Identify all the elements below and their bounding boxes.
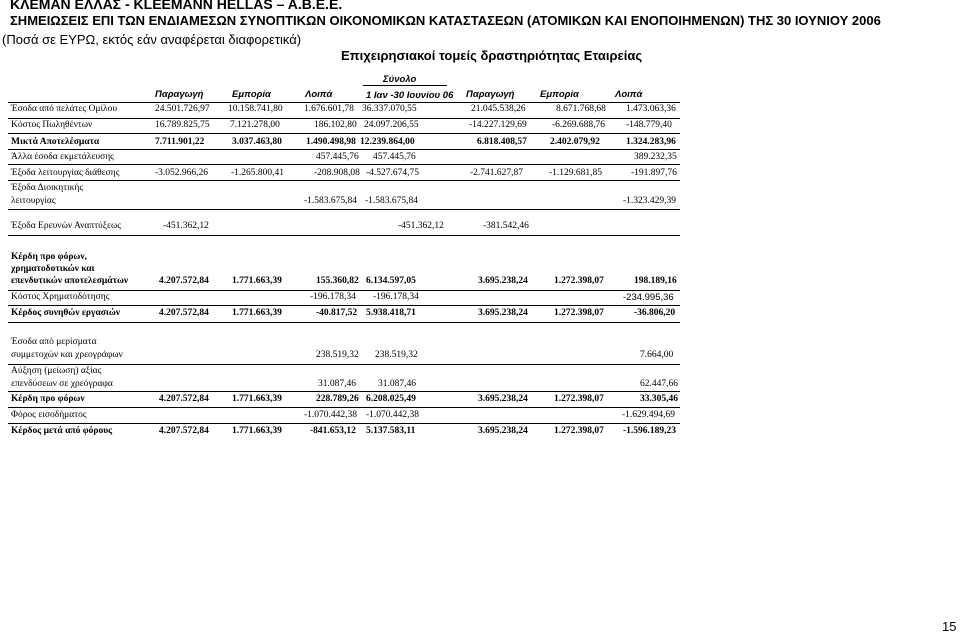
cell: 6.134.597,05 bbox=[366, 276, 416, 286]
cell: 1.676.601,78 bbox=[304, 104, 354, 114]
cell: 155.360,82 bbox=[316, 276, 359, 286]
row-label: Κέρδος μετά από φόρους bbox=[11, 426, 113, 436]
cell: 228.789,26 bbox=[316, 394, 359, 404]
row-divider bbox=[8, 133, 680, 134]
cell: 1.490.498,98 bbox=[306, 137, 356, 147]
cell: 5.137.583,11 bbox=[366, 426, 416, 436]
cell: 7.711.901,22 bbox=[155, 137, 205, 147]
cell: -451.362,12 bbox=[163, 221, 209, 231]
row-divider bbox=[8, 209, 680, 210]
row-label: Έξοδα Ερευνών Αναπτύξεως bbox=[11, 221, 121, 231]
cell: -196.178,34 bbox=[373, 292, 419, 302]
cell: -1.596.189,23 bbox=[623, 426, 677, 436]
cell: 33.305,46 bbox=[640, 394, 678, 404]
cell: 31.087,46 bbox=[318, 379, 356, 389]
row-divider bbox=[8, 180, 680, 181]
cell: 238.519,32 bbox=[375, 350, 418, 360]
cell: -191.897,76 bbox=[631, 168, 677, 178]
cell: 3.695.238,24 bbox=[478, 308, 528, 318]
row-label: επενδύσεων σε χρεόγραφα bbox=[11, 379, 113, 389]
cell: -1.583.675,84 bbox=[365, 196, 419, 206]
cell: 1.473.063,36 bbox=[626, 104, 676, 114]
cell: 8.671.768,68 bbox=[556, 104, 606, 114]
cell: -1.070.442,38 bbox=[366, 410, 420, 420]
row-label: Αύξηση (μείωση) αξίας bbox=[11, 366, 102, 376]
header-rule bbox=[8, 102, 680, 103]
row-label: Κέρδη προ φόρων bbox=[11, 394, 85, 404]
cell: 21.045.538,26 bbox=[471, 104, 526, 114]
row-label: Μικτά Αποτελέσματα bbox=[11, 137, 100, 147]
row-label: Φόρος εισοδήματος bbox=[11, 410, 87, 420]
cell: 3.695.238,24 bbox=[478, 394, 528, 404]
page-number: 15 bbox=[942, 619, 957, 634]
cell: 1.771.663,39 bbox=[232, 308, 282, 318]
row-label: Έξοδα Διοικητικής bbox=[11, 183, 84, 193]
col-other-2: Λοιπά bbox=[615, 89, 643, 100]
cell: 1.771.663,39 bbox=[232, 426, 282, 436]
col-total-top: Σύνολο bbox=[383, 74, 417, 85]
row-divider bbox=[8, 164, 680, 165]
cell: 457.445,76 bbox=[316, 152, 359, 162]
cell: 5.938.418,71 bbox=[366, 308, 416, 318]
cell: 31.087,46 bbox=[378, 379, 416, 389]
row-divider bbox=[8, 407, 680, 408]
cell: -208.908,08 bbox=[314, 168, 360, 178]
cell: 4.207.572,84 bbox=[159, 276, 209, 286]
cell: -148.779,40 bbox=[626, 120, 672, 130]
cell: 1.272.398,07 bbox=[554, 394, 604, 404]
cell: -451.362,12 bbox=[398, 221, 444, 231]
cell: -40.817,52 bbox=[316, 308, 358, 318]
cell: 62.447,66 bbox=[640, 379, 678, 389]
cell: 4.207.572,84 bbox=[159, 394, 209, 404]
col-production-2: Παραγωγή bbox=[466, 89, 515, 100]
row-divider bbox=[8, 391, 680, 392]
row-divider bbox=[8, 322, 680, 323]
cell: -1.583.675,84 bbox=[304, 196, 358, 206]
row-divider bbox=[8, 364, 680, 365]
row-divider bbox=[8, 118, 680, 119]
cell: -1.070.442,38 bbox=[304, 410, 358, 420]
cell: -1.129.681,85 bbox=[549, 168, 603, 178]
cell: 7.121.278,00 bbox=[230, 120, 280, 130]
row-label: επενδυτικών αποτελεσμάτων bbox=[11, 276, 129, 286]
col-trade-2: Εμπορία bbox=[540, 89, 579, 100]
col-other: Λοιπά bbox=[305, 89, 333, 100]
cell: -234.995,36 bbox=[623, 292, 674, 303]
cell: -14.227.129,69 bbox=[469, 120, 527, 130]
row-divider bbox=[8, 290, 680, 291]
row-label: χρηματοδοτικών και bbox=[11, 264, 95, 274]
col-total-period: 1 Ιαν -30 Ιουνίου 06 bbox=[366, 90, 454, 101]
cell: 6.208.025,49 bbox=[366, 394, 416, 404]
cell: 24.501.726,97 bbox=[155, 104, 210, 114]
col-production: Παραγωγή bbox=[155, 89, 204, 100]
section-title: Επιχειρησιακοί τομείς δραστηριότητας Εταιρείας bbox=[341, 48, 643, 63]
cell: -1.265.800,41 bbox=[231, 168, 285, 178]
row-label: Άλλα έσοδα εκμετάλευσης bbox=[11, 152, 114, 162]
cell: 1.272.398,07 bbox=[554, 426, 604, 436]
cell: 24.097.206,55 bbox=[364, 120, 419, 130]
row-label: Κόστος Χρηματοδότησης bbox=[11, 292, 110, 302]
cell: -4.527.674,75 bbox=[366, 168, 420, 178]
row-label: Έσοδα από μερίσματα bbox=[11, 337, 97, 347]
cell: 3.037.463,80 bbox=[232, 137, 282, 147]
row-divider bbox=[8, 149, 680, 150]
cell: 12.239.864,00 bbox=[360, 137, 415, 147]
cell: -1.629.494,69 bbox=[622, 410, 676, 420]
cell: 10.158.741,80 bbox=[228, 104, 283, 114]
row-divider bbox=[8, 423, 680, 424]
cell: 36.337.070,55 bbox=[362, 104, 417, 114]
cell: 389.232,35 bbox=[634, 152, 677, 162]
cell: 198.189,16 bbox=[634, 276, 677, 286]
cell: 6.818.408,57 bbox=[477, 137, 527, 147]
cell: -2.741.627,87 bbox=[470, 168, 524, 178]
row-divider bbox=[8, 305, 680, 306]
cell: 1.324.283,96 bbox=[626, 137, 676, 147]
cell: 4.207.572,84 bbox=[159, 426, 209, 436]
cell: 1.771.663,39 bbox=[232, 394, 282, 404]
row-label: Κόστος Πωληθέντων bbox=[11, 120, 93, 130]
row-label: Κέρδη προ φόρων, bbox=[11, 252, 87, 262]
row-label: συμμετοχών και χρεογράφων bbox=[11, 350, 123, 360]
row-label: λειτουργίας bbox=[11, 196, 56, 206]
cell: 16.789.825,75 bbox=[155, 120, 210, 130]
cell: 238.519,32 bbox=[316, 350, 359, 360]
cell: -196.178,34 bbox=[310, 292, 356, 302]
cell: 2.402.079,92 bbox=[550, 137, 600, 147]
total-rule bbox=[363, 85, 447, 86]
currency-note: (Ποσά σε ΕΥΡΩ, εκτός εάν αναφέρεται διαφορετικά) bbox=[2, 32, 302, 47]
cell: 7.664,00 bbox=[640, 350, 674, 360]
row-label: Έξοδα λειτουργίας διάθεσης bbox=[11, 168, 120, 178]
company-name: ΚΛΕΜΑΝ ΕΛΛΑΣ - KLEEMANN HELLAS – A.B.E.E. bbox=[10, 0, 343, 12]
cell: -36.806,20 bbox=[634, 308, 676, 318]
cell: 3.695.238,24 bbox=[478, 276, 528, 286]
document-title: ΣΗΜΕΙΩΣΕΙΣ ΕΠΙ ΤΩΝ ΕΝΔΙΑΜΕΣΩΝ ΣΥΝΟΠΤΙΚΩΝ ΟΙΚΟΝΟΜΙΚΩΝ ΚΑΤΑΣΤΑΣΕΩΝ (ΑΤΟΜΙΚΩΝ ΚΑΙ ΕΝΟΠΟΙΗΜΕΝΩΝ) ΤΗΣ 30 ΙΟΥΝΙΟΥ 2006 bbox=[10, 13, 881, 28]
row-divider bbox=[8, 235, 680, 236]
cell: -1.323.429,39 bbox=[623, 196, 677, 206]
row-label: Έσοδα από πελάτες Ομίλου bbox=[11, 104, 118, 114]
col-trade: Εμπορία bbox=[232, 89, 271, 100]
cell: 1.771.663,39 bbox=[232, 276, 282, 286]
cell: 457.445,76 bbox=[373, 152, 416, 162]
cell: 186.102,80 bbox=[314, 120, 357, 130]
cell: -6.269.688,76 bbox=[552, 120, 606, 130]
cell: -3.052.966,26 bbox=[155, 168, 209, 178]
cell: 1.272.398,07 bbox=[554, 308, 604, 318]
cell: -841.653,12 bbox=[310, 426, 356, 436]
cell: 1.272.398,07 bbox=[554, 276, 604, 286]
cell: 3.695.238,24 bbox=[478, 426, 528, 436]
row-label: Κέρδος συνηθών εργασιών bbox=[11, 308, 121, 318]
cell: 4.207.572,84 bbox=[159, 308, 209, 318]
cell: -381.542,46 bbox=[483, 221, 529, 231]
